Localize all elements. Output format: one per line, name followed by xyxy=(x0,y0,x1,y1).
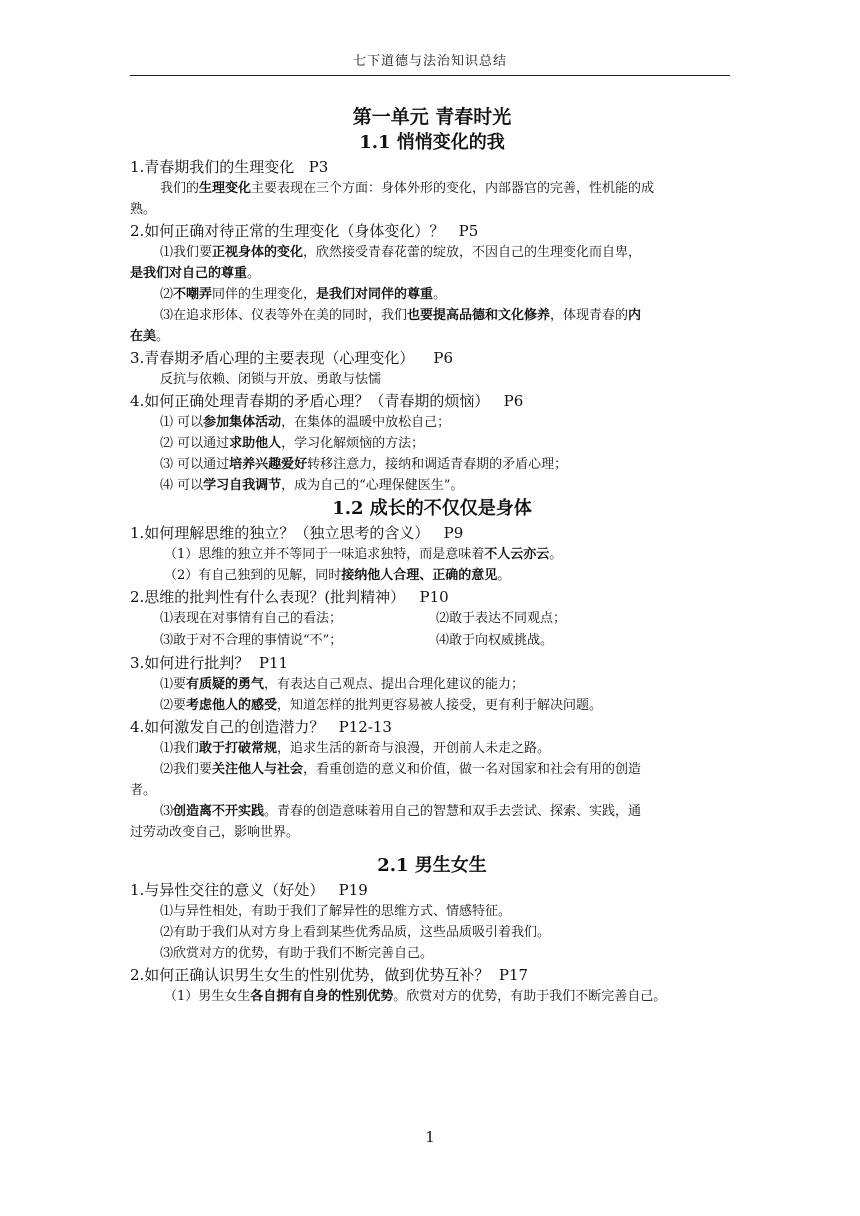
question-title: 4.如何正确处理青春期的矛盾心理？（青春期的烦恼） P6 xyxy=(130,392,524,410)
paragraph: 我们的生理变化主要表现在三个方面：身体外形的变化，内部器官的完善，性机能的成 xyxy=(160,181,655,196)
question-title: 2.思维的批判性有什么表现？(批判精神） P10 xyxy=(130,588,449,606)
list-item: （1）思维的独立并不等同于一味追求独特，而是意味着不人云亦云。 xyxy=(164,547,563,562)
list-item: ⑵我们要关注他人与社会，看重创造的意义和价值，做一名对国家和社会有用的创造 xyxy=(160,762,642,777)
question-title: 2.如何正确对待正常的生理变化（身体变化）？ P5 xyxy=(130,222,479,240)
list-item: ⑴我们要正视身体的变化，欣然接受青春花蕾的绽放，不因自己的生理变化而自卑， xyxy=(160,245,642,260)
list-item: ⑵要考虑他人的感受，知道怎样的批判更容易被人接受，更有利于解决问题。 xyxy=(160,698,603,713)
page-ref: P11 xyxy=(258,654,289,672)
header-title: 七下道德与法治知识总结 xyxy=(352,54,507,69)
question-title: 3.如何进行批判？ P11 xyxy=(130,654,289,672)
list-item: ⑴ 可以参加集体活动，在集体的温暖中放松自己； xyxy=(160,415,451,430)
two-column-row xyxy=(130,608,734,630)
section-title-1-1: 1.1 悄悄变化的我 xyxy=(359,132,505,153)
question-title: 4.如何激发自己的创造潜力？ P12-13 xyxy=(130,718,392,736)
page-ref: P6 xyxy=(433,349,454,367)
page-ref: P12-13 xyxy=(338,718,392,736)
list-item: ⑶敢于对不合理的事情说“不”； xyxy=(160,633,343,648)
list-item: ⑷敢于向权威挑战。 xyxy=(436,633,554,648)
list-item: ⑴我们敢于打破常规，追求生活的新奇与浪漫，开创前人未走之路。 xyxy=(160,741,551,756)
page-ref: P9 xyxy=(443,524,464,542)
list-item-cont: 者。 xyxy=(130,783,157,798)
list-item: ⑶在追求形体、仪表等外在美的同时，我们也要提高品德和文化修养，体现青春的内 xyxy=(160,308,642,323)
list-item-cont: 在美。 xyxy=(130,329,170,344)
question-title: 3.青春期矛盾心理的主要表现（心理变化） P6 xyxy=(130,349,454,367)
list-item: ⑴与异性相处，有助于我们了解异性的思维方式、情感特征。 xyxy=(160,904,512,919)
page-ref: P5 xyxy=(458,222,479,240)
list-item: ⑴要有质疑的勇气，有表达自己观点、提出合理化建议的能力； xyxy=(160,677,525,692)
header-rule xyxy=(130,75,730,76)
unit-title: 第一单元 青春时光 xyxy=(352,106,512,128)
list-item: ⑶欣赏对方的优势，有助于我们不断完善自己。 xyxy=(160,946,434,961)
page-ref: P3 xyxy=(308,158,329,176)
question-title: 1.青春期我们的生理变化 P3 xyxy=(130,158,329,176)
list-item: ⑵敢于表达不同观点； xyxy=(436,611,567,626)
list-item: ⑵ 可以通过求助他人，学习化解烦恼的方法； xyxy=(160,436,425,451)
section-title-1-2: 1.2 成长的不仅仅是身体 xyxy=(332,498,532,519)
document-body xyxy=(130,104,734,1007)
page-ref: P10 xyxy=(419,588,449,606)
question-title: 2.如何正确认识男生女生的性别优势，做到优势互补？ P17 xyxy=(130,966,529,984)
page-ref: P19 xyxy=(338,881,368,899)
list-item: （2）有自己独到的见解，同时接纳他人合理、正确的意见。 xyxy=(164,568,511,583)
paragraph: 反抗与依赖、闭锁与开放、勇敢与怯懦 xyxy=(160,372,382,387)
two-column-row xyxy=(130,630,734,652)
paragraph-cont: 熟。 xyxy=(130,202,157,217)
page-ref: P17 xyxy=(498,966,529,984)
page-ref: P6 xyxy=(503,392,524,410)
page-header xyxy=(130,50,730,76)
list-item-cont: 是我们对自己的尊重。 xyxy=(130,266,261,281)
list-item: ⑷ 可以学习自我调节，成为自己的“心理保健医生”。 xyxy=(160,478,464,493)
page-number: 1 xyxy=(425,1128,435,1146)
list-item: ⑴表现在对事情有自己的看法； xyxy=(160,611,343,626)
question-title: 1.与异性交往的意义（好处） P19 xyxy=(130,881,368,899)
list-item: （1）男生女生各自拥有自身的性别优势。欣赏对方的优势，有助于我们不断完善自己。 xyxy=(164,989,667,1004)
section-title-2-1: 2.1 男生女生 xyxy=(377,855,487,876)
question-title: 1.如何理解思维的独立？（独立思考的含义） P9 xyxy=(130,524,464,542)
list-item: ⑵有助于我们从对方身上看到某些优秀品质，这些品质吸引着我们。 xyxy=(160,925,551,940)
list-item: ⑶ 可以通过培养兴趣爱好转移注意力，接纳和调适青春期的矛盾心理； xyxy=(160,457,568,472)
list-item-cont: 过劳动改变自己，影响世界。 xyxy=(130,825,300,840)
list-item: ⑶创造离不开实践。青春的创造意味着用自己的智慧和双手去尝试、探索、实践，通 xyxy=(160,804,642,819)
list-item: ⑵不嘲弄同伴的生理变化，是我们对同伴的尊重。 xyxy=(160,287,447,302)
